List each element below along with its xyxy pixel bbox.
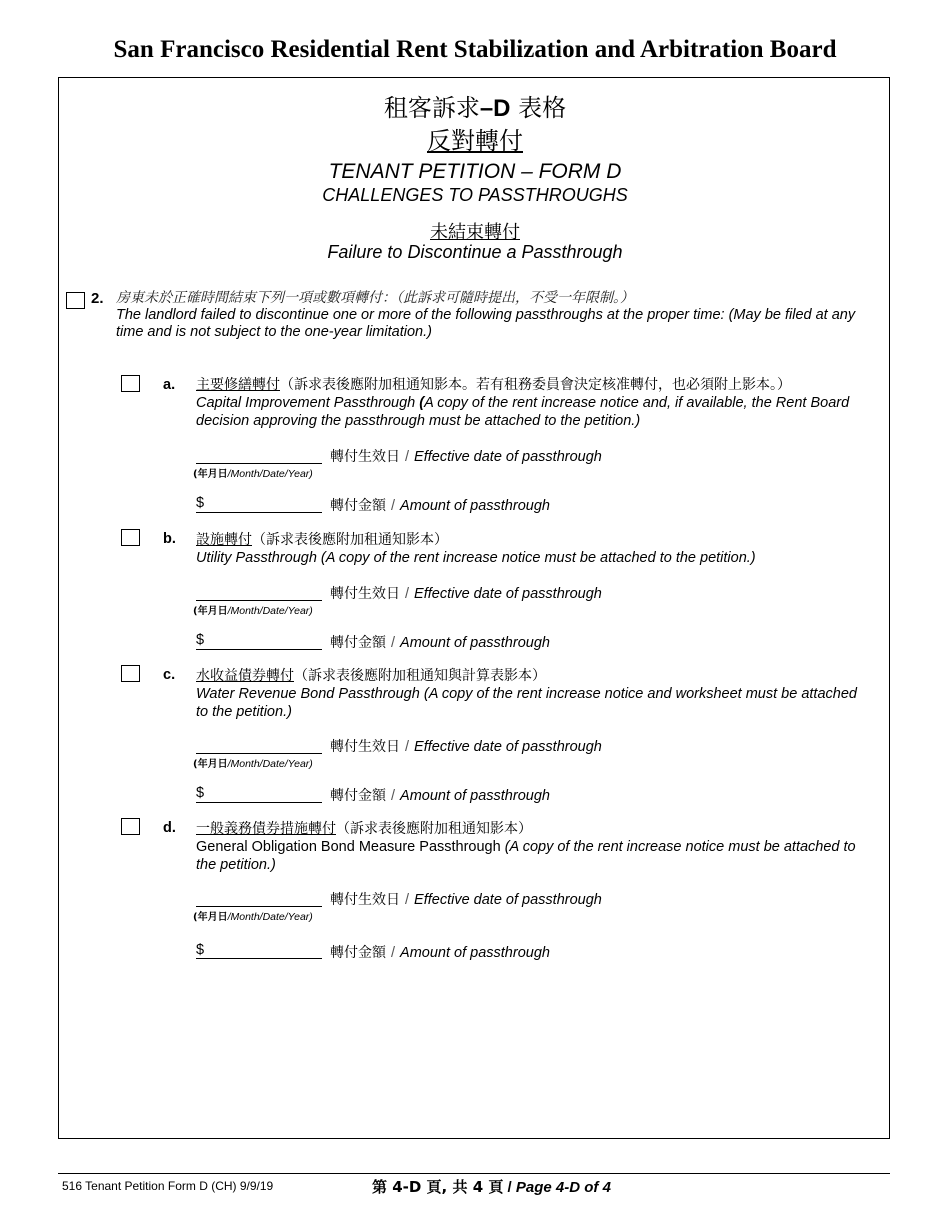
item-a-date-input[interactable]: [196, 463, 322, 464]
date-sublabel-en: /Month/Date/Year): [227, 468, 313, 480]
item-a-date-sublabel: [193, 465, 313, 480]
date-label-en: Effective date of passthrough: [414, 586, 602, 602]
item-a-text: [196, 376, 866, 430]
section-heading-zh: 未結束轉付: [430, 222, 520, 243]
item-d-title-en: General Obligation Bond Measure Passthrough: [196, 839, 505, 855]
section-2-checkbox[interactable]: [66, 292, 85, 309]
item-b-note-en: (A copy of the rent increase notice must be attached to the petition.): [320, 550, 756, 566]
item-a-note-en: A copy of the rent increase notice and, if available, the Rent Board decision approving the passthrough must be attached to the petition.): [196, 395, 850, 429]
form-title-en: TENANT PETITION – FORM D: [328, 160, 622, 183]
footer-divider: [58, 1173, 890, 1174]
item-d-dollar-sign: $: [196, 942, 205, 958]
item-b-text: [196, 531, 866, 567]
item-d-text: [196, 820, 866, 874]
item-c-text: [196, 667, 866, 721]
date-sublabel-zh: (年月日: [193, 469, 228, 480]
date-label-sep: /: [405, 449, 410, 465]
footer-form-id: 516 Tenant Petition Form D (CH) 9/9/19: [62, 1179, 274, 1193]
item-a-date-label: [330, 446, 602, 466]
date-label-en: Effective date of passthrough: [414, 892, 602, 908]
amount-label-zh: 轉付金額: [330, 788, 386, 804]
item-b-title-en: Utility Passthrough: [196, 550, 321, 566]
form-title-zh-letter: –D: [479, 95, 511, 122]
item-b-amount-label: [330, 632, 550, 652]
item-c-date-label: [330, 736, 602, 756]
item-b-date-input[interactable]: [196, 600, 322, 601]
date-sublabel-en: /Month/Date/Year): [227, 605, 313, 617]
footer-page-sep: /: [503, 1179, 516, 1196]
amount-label-en: Amount of passthrough: [400, 945, 550, 961]
item-c-note-zh: （訴求表後應附加租通知與計算表影本）: [294, 668, 546, 684]
item-d-date-label: [330, 889, 602, 909]
form-subject-en: CHALLENGES TO PASSTHROUGHS: [322, 185, 628, 205]
footer-page-number: [372, 1176, 611, 1197]
date-label-zh: 轉付生效日: [330, 739, 400, 755]
item-d-date-input[interactable]: [196, 906, 322, 907]
item-d-date-sublabel: [193, 908, 313, 923]
item-c-checkbox[interactable]: [121, 665, 140, 682]
amount-label-en: Amount of passthrough: [400, 788, 550, 804]
amount-label-zh: 轉付金額: [330, 945, 386, 961]
item-b-checkbox[interactable]: [121, 529, 140, 546]
item-a-checkbox[interactable]: [121, 375, 140, 392]
item-c-title-en: Water Revenue Bond Passthrough: [196, 686, 424, 702]
item-d-amount-label: [330, 942, 550, 962]
item-c-title-zh: 水收益債券轉付: [196, 668, 294, 684]
date-sublabel-en: /Month/Date/Year): [227, 911, 313, 923]
item-b-title-zh: 設施轉付: [196, 532, 252, 548]
item-d-letter: d.: [163, 820, 176, 836]
item-c-date-input[interactable]: [196, 753, 322, 754]
date-label-en: Effective date of passthrough: [414, 739, 602, 755]
date-sublabel-zh: (年月日: [193, 759, 228, 770]
form-subject-zh: 反對轉付: [427, 127, 523, 155]
date-label-zh: 轉付生效日: [330, 586, 400, 602]
item-a-note-zh: （訴求表後應附加租通知影本。若有租務委員會決定核准轉付，也必須附上影本。）: [280, 377, 791, 393]
item-a-amount-input[interactable]: [196, 512, 322, 513]
amount-label-sep: /: [391, 635, 396, 651]
item-c-amount-label: [330, 785, 550, 805]
item-b-date-sublabel: [193, 602, 313, 617]
item-b-note-zh: （訴求表後應附加租通知影本）: [252, 532, 448, 548]
item-c-dollar-sign: $: [196, 785, 205, 801]
item-a-dollar-sign: $: [196, 495, 205, 511]
item-d-note-en: (A copy of the rent increase notice must be attached to the petition.): [196, 839, 856, 873]
amount-label-sep: /: [391, 498, 396, 514]
section-heading-en: Failure to Discontinue a Passthrough: [327, 242, 623, 262]
item-d-amount-input[interactable]: [196, 958, 322, 959]
item-b-letter: b.: [163, 531, 176, 547]
form-title-zh-suffix: 表格: [510, 94, 567, 122]
section-2-text-en: The landlord failed to discontinue one or more of the following passthroughs at the proper time: (May be filed at any time and is not subject to the one-year limitation.): [116, 307, 856, 340]
date-sublabel-en: /Month/Date/Year): [227, 758, 313, 770]
amount-label-zh: 轉付金額: [330, 635, 386, 651]
item-b-dollar-sign: $: [196, 632, 205, 648]
item-a-title-en: Capital Improvement Passthrough: [196, 395, 420, 411]
footer-page-zh: 第 4-D 頁, 共 4 頁: [372, 1178, 504, 1196]
amount-label-zh: 轉付金額: [330, 498, 386, 514]
amount-label-en: Amount of passthrough: [400, 498, 550, 514]
item-d-note-zh: （訴求表後應附加租通知影本）: [336, 821, 532, 837]
section-2-text: [116, 290, 886, 341]
item-a-title-zh: 主要修繕轉付: [196, 377, 280, 393]
item-c-date-sublabel: [193, 755, 313, 770]
date-sublabel-zh: (年月日: [193, 912, 228, 923]
footer-page-en: Page 4-D of 4: [515, 1179, 611, 1196]
amount-label-sep: /: [391, 788, 396, 804]
item-c-amount-input[interactable]: [196, 802, 322, 803]
date-sublabel-zh: (年月日: [193, 606, 228, 617]
item-a-letter: a.: [163, 377, 176, 393]
date-label-sep: /: [405, 892, 410, 908]
section-2-text-zh: 房東未於正確時間結束下列一項或數項轉付：（此訴求可隨時提出，不受一年限制。）: [116, 290, 634, 306]
date-label-zh: 轉付生效日: [330, 892, 400, 908]
agency-header: San Francisco Residential Rent Stabilization and Arbitration Board: [113, 36, 837, 63]
date-label-en: Effective date of passthrough: [414, 449, 602, 465]
item-b-date-label: [330, 583, 602, 603]
amount-label-en: Amount of passthrough: [400, 635, 550, 651]
item-c-note-en: (A copy of the rent increase notice and worksheet must be attached to the petition.): [196, 686, 857, 720]
date-label-zh: 轉付生效日: [330, 449, 400, 465]
form-title-zh-prefix: 租客訴求: [383, 94, 480, 122]
item-a-amount-label: [330, 495, 550, 515]
item-b-amount-input[interactable]: [196, 649, 322, 650]
item-d-checkbox[interactable]: [121, 818, 140, 835]
date-label-sep: /: [405, 586, 410, 602]
amount-label-sep: /: [391, 945, 396, 961]
date-label-sep: /: [405, 739, 410, 755]
item-c-letter: c.: [163, 667, 176, 683]
item-a-note-paren: (: [419, 395, 425, 411]
form-title-zh: [0, 88, 950, 123]
item-d-title-zh: 一般義務債券措施轉付: [196, 821, 336, 837]
section-2-number: 2.: [91, 290, 104, 307]
